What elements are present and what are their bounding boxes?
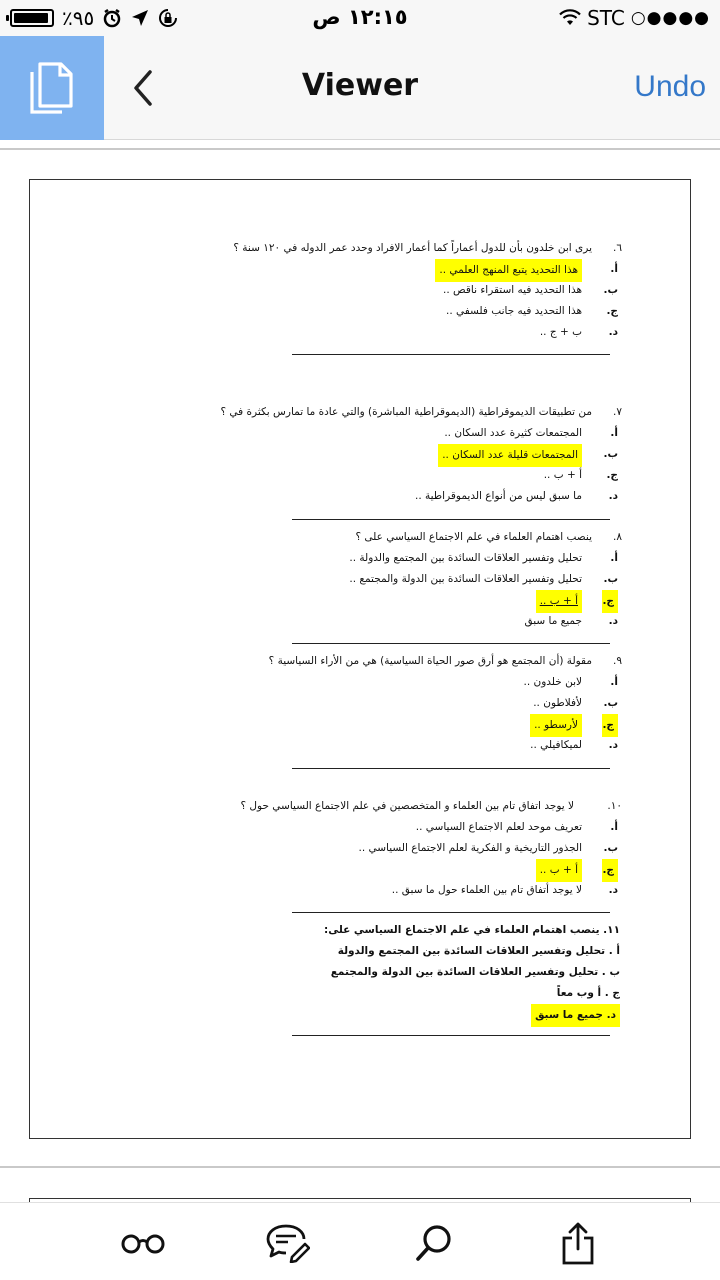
annotate-button[interactable] (264, 1219, 312, 1267)
option-text-highlighted: د. جميع ما سبق (531, 1004, 620, 1027)
option-letter: د. (608, 326, 618, 338)
question-number: ٦. (613, 242, 622, 254)
option-letter: ب. (603, 284, 618, 296)
signal-strength-icon: ○●●●● (630, 8, 710, 28)
undo-button[interactable]: Undo (634, 70, 706, 103)
option-text: هذا التحديد فيه جانب فلسفي .. (445, 305, 582, 317)
divider (0, 148, 720, 150)
option-letter: أ. (610, 427, 618, 439)
nav-bar (0, 36, 720, 140)
option-letter: ب. (603, 573, 618, 585)
question-divider (292, 1035, 610, 1036)
option-text-highlighted: المجتمعات قليلة عدد السكان .. (438, 444, 582, 467)
option-text: ب . تحليل وتفسير العلاقات السائدة بين الدولة والمجتمع (330, 966, 620, 978)
option-text: تحليل وتفسير العلاقات السائدة بين المجتمع والدولة .. (349, 552, 582, 564)
option-text: أ + ب .. (543, 469, 582, 481)
page-separator (0, 1166, 720, 1168)
option-text: هذا التحديد فيه استقراء ناقص .. (442, 284, 582, 296)
question-divider (292, 519, 610, 520)
option-letter: د. (608, 884, 618, 896)
option-letter: ج. (606, 305, 618, 317)
question-number: ٧. (613, 406, 622, 418)
option-text-highlighted: لأرسطو .. (530, 714, 582, 737)
option-letter: أ. (610, 263, 618, 275)
bottom-toolbar (0, 1202, 720, 1280)
question-text: مقولة (أن المجتمع هو أرق صور الحياة السياسية) هي من الأراء السياسية ؟ (268, 655, 592, 667)
question-9 (268, 651, 622, 756)
search-button[interactable] (410, 1219, 458, 1267)
question-number: ٩. (613, 655, 622, 667)
reading-glasses-icon (120, 1231, 166, 1255)
document-viewer[interactable] (0, 140, 720, 1202)
carrier-name: STC (587, 6, 625, 30)
option-letter: ب. (603, 448, 618, 460)
question-divider (292, 354, 610, 355)
document-page[interactable] (29, 179, 691, 1139)
question-number: ٨. (613, 531, 622, 543)
status-time: ١٢:١٥ ص (312, 5, 408, 29)
annotate-icon (266, 1223, 310, 1263)
battery-percent: ٪٩٥ (62, 6, 95, 30)
reading-mode-button[interactable] (119, 1219, 167, 1267)
option-letter: أ. (610, 552, 618, 564)
option-letter: ج. (606, 469, 618, 481)
option-text: ما سبق ليس من أنواع الديموقراطية .. (415, 490, 582, 502)
option-text: لابن خلدون .. (523, 676, 582, 688)
option-letter: د. (608, 739, 618, 751)
option-text-highlighted: أ + ب .. (536, 590, 582, 613)
option-text: لميكافيلي .. (530, 739, 582, 751)
option-text: المجتمعات كثيرة عدد السكان .. (444, 427, 582, 439)
option-text: ج . أ وب معاً (556, 987, 620, 999)
status-bar (0, 0, 720, 36)
option-text-highlighted: أ + ب .. (536, 859, 582, 882)
option-letter: ج. (602, 590, 618, 613)
share-button[interactable] (554, 1219, 602, 1267)
option-text-highlighted: هذا التحديد يتبع المنهج العلمي .. (435, 259, 582, 282)
question-10 (240, 796, 622, 901)
option-letter: د. (608, 615, 618, 627)
option-text: ب + ج .. (539, 326, 582, 338)
option-letter: د. (608, 490, 618, 502)
option-letter: أ. (610, 676, 618, 688)
question-8 (292, 527, 622, 632)
option-text: جميع ما سبق (524, 615, 582, 627)
question-text: ينصب اهتمام العلماء في علم الاجتماع السياسي على ؟ (355, 531, 592, 543)
question-number: ١٠. (607, 800, 622, 812)
question-text: لا يوجد اتفاق تام بين العلماء و المتخصصين في علم الاجتماع السياسي حول ؟ (240, 800, 574, 812)
option-text: تحليل وتفسير العلاقات السائدة بين الدولة والمجتمع .. (349, 573, 582, 585)
option-letter: ب. (603, 697, 618, 709)
option-text: تعريف موحد لعلم الاجتماع السياسي .. (415, 821, 582, 833)
question-11 (292, 920, 620, 1025)
option-text: أ . تحليل وتفسير العلاقات السائدة بين المجتمع والدولة (337, 945, 620, 957)
option-text: لا يوجد أتفاق تام بين العلماء حول ما سبق .. (391, 884, 582, 896)
question-text: يرى ابن خلدون بأن للدول أعماراً كما أعمار الافراد وحدد عمر الدوله في ١٢٠ سنة ؟ (233, 242, 592, 254)
question-text: من تطبيقات الديموقراطية (الديموقراطية المباشرة) والتي عادة ما تمارس بكثرة في ؟ (220, 406, 592, 418)
question-divider (292, 768, 610, 769)
status-right (559, 5, 710, 31)
option-letter: ج. (602, 714, 618, 737)
option-letter: ب. (603, 842, 618, 854)
question-text: ١١. ينصب اهتمام العلماء في علم الاجتماع السياسي على: (324, 924, 620, 936)
question-divider (292, 912, 610, 913)
question-7 (220, 402, 622, 507)
option-letter: ج. (602, 859, 618, 882)
option-text: لأفلاطون .. (533, 697, 582, 709)
page-title: Viewer (301, 68, 419, 103)
question-6 (233, 238, 622, 343)
option-letter: أ. (610, 821, 618, 833)
share-icon (561, 1221, 595, 1265)
option-text: الجذور التاريخية و الفكرية لعلم الاجتماع السياسي .. (358, 842, 582, 854)
wifi-icon (559, 9, 581, 27)
question-divider (292, 643, 610, 644)
search-icon (414, 1223, 454, 1263)
